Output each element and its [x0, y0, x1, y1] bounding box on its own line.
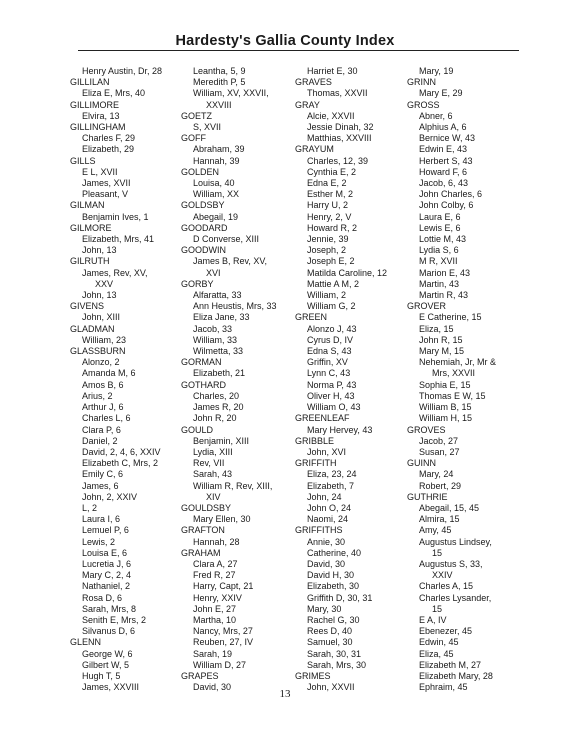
- index-entry: Oliver H, 43: [307, 390, 355, 401]
- index-entry: Louisa E, 6: [82, 547, 128, 558]
- index-entry: Charles, 20: [193, 390, 240, 401]
- index-entry: Henry Austin, Dr, 28: [82, 66, 163, 76]
- index-surname: GOULDSBY: [181, 502, 232, 513]
- index-entry: Elizabeth, 30: [307, 581, 360, 592]
- index-surname: GOODARD: [181, 222, 228, 233]
- index-surname: GROVES: [407, 424, 446, 435]
- index-entry: Thomas, XXVII: [307, 88, 368, 99]
- index-entry: John, 13: [82, 245, 117, 256]
- index-entry: Hannah, 39: [193, 155, 240, 166]
- index-entry: Herbert S, 43: [419, 155, 473, 166]
- index-surname: GILLIMORE: [70, 99, 120, 110]
- index-entry: Jacob, 33: [193, 323, 233, 334]
- index-entry: XIV: [206, 491, 221, 502]
- index-entry: Elizabeth, Mrs, 41: [82, 234, 155, 245]
- index-entry: Rees D, 40: [307, 626, 353, 637]
- index-entry: Marion E, 43: [419, 267, 471, 278]
- index-entry: Sarah, 43: [193, 469, 233, 480]
- index-entry: Arius, 2: [82, 390, 113, 401]
- index-entry: Matilda Caroline, 12: [307, 267, 388, 278]
- index-entry: Wilmetta, 33: [193, 346, 244, 357]
- index-entry: Elizabeth Mary, 28: [419, 670, 493, 681]
- index-entry: Alonzo J, 43: [307, 323, 357, 334]
- index-entry: Leantha, 5, 9: [193, 66, 246, 76]
- index-entry: John Charles, 6: [419, 189, 483, 200]
- page-title: Hardesty's Gallia County Index: [175, 33, 395, 49]
- index-entry: James, XVII: [82, 178, 131, 189]
- index-entry: David, 30: [307, 558, 346, 569]
- index-entry: Eliza, 23, 24: [307, 469, 357, 480]
- index-entry: M R, XVII: [419, 256, 458, 267]
- index-entry: D Converse, XIII: [193, 234, 260, 245]
- index-entry: Edna S, 43: [307, 346, 352, 357]
- index-entry: David, 30: [193, 682, 232, 693]
- index-entry: James B, Rev, XV,: [193, 256, 268, 267]
- title-underline: [78, 50, 519, 51]
- index-entry: Elvira, 13: [82, 110, 120, 121]
- index-entry: Elizabeth M, 27: [419, 659, 482, 670]
- index-entry: Benjamin Ives, 1: [82, 211, 149, 222]
- index-entry: Susan, 27: [419, 446, 460, 457]
- index-entry: Charles L, 6: [82, 413, 131, 424]
- index-entry: XVI: [206, 267, 221, 278]
- index-column-3: [295, 66, 387, 693]
- index-entry: Reuben, 27, IV: [193, 637, 254, 648]
- index-entry: Naomi, 24: [307, 514, 349, 525]
- index-entry: Martin, 43: [419, 278, 460, 289]
- index-entry: Ann Heustis, Mrs, 33: [193, 301, 277, 312]
- index-entry: S, XVII: [193, 122, 222, 133]
- index-entry: John, XIII: [82, 312, 121, 323]
- index-surname: GOODWIN: [181, 245, 226, 256]
- index-entry: Alcie, XXVII: [307, 110, 355, 121]
- index-entry: Lynn C, 43: [307, 368, 351, 379]
- index-entry: John, 2, XXIV: [82, 491, 138, 502]
- index-entry: Nehemiah, Jr, Mr &: [419, 357, 497, 368]
- index-entry: Edna E, 2: [307, 178, 347, 189]
- index-entry: Howard F, 6: [419, 166, 468, 177]
- index-entry: William, XV, XXVII,: [193, 88, 269, 99]
- index-surname: GRAFTON: [181, 525, 225, 536]
- index-entry: Samuel, 30: [307, 637, 353, 648]
- index-entry: Alfaratta, 33: [193, 290, 242, 301]
- index-entry: Thomas E W, 15: [419, 390, 486, 401]
- index-surname: GOFF: [181, 133, 206, 144]
- index-entry: Sarah, Mrs, 8: [82, 603, 137, 614]
- index-entry: Jennie, 39: [307, 234, 349, 245]
- index-surname: GILMAN: [70, 200, 105, 211]
- index-entry: John, XVI: [307, 446, 347, 457]
- index-entry: Lydia S, 6: [419, 245, 459, 256]
- index-entry: Mrs, XXVII: [432, 368, 476, 379]
- index-surname: GORBY: [181, 278, 214, 289]
- index-entry: George W, 6: [82, 648, 133, 659]
- index-entry: William, 2: [307, 290, 347, 301]
- index-entry: Eliza, 45: [419, 648, 454, 659]
- index-entry: William, 23: [82, 334, 127, 345]
- index-entry: Ebenezer, 45: [419, 626, 473, 637]
- index-surname: GLADMAN: [70, 323, 115, 334]
- index-entry: Silvanus D, 6: [82, 626, 136, 637]
- index-entry: John, XXVII: [307, 682, 355, 693]
- index-entry: Catherine, 40: [307, 547, 362, 558]
- index-entry: Norma P, 43: [307, 379, 357, 390]
- index-entry: James R, 20: [193, 402, 244, 413]
- index-surname: GIVENS: [70, 301, 105, 312]
- index-entry: Joseph E, 2: [307, 256, 355, 267]
- index-column-2: [181, 66, 277, 693]
- index-entry: Lottie M, 43: [419, 234, 467, 245]
- index-entry: Arthur J, 6: [82, 402, 124, 413]
- index-entry: William, XX: [193, 189, 240, 200]
- index-entry: Nancy, Mrs, 27: [193, 626, 253, 637]
- index-entry: Mary Ellen, 30: [193, 514, 251, 525]
- index-entry: Cynthia E, 2: [307, 166, 357, 177]
- index-entry: William D, 27: [193, 659, 247, 670]
- index-entry: L, 2: [82, 502, 98, 513]
- page-number: 13: [279, 688, 291, 700]
- index-entry: Fred R, 27: [193, 570, 236, 581]
- index-surname: GILLS: [70, 155, 96, 166]
- index-entry: Elizabeth, 7: [307, 480, 355, 491]
- index-entry: Lucretia J, 6: [82, 558, 132, 569]
- index-surname: GILLILAN: [70, 77, 110, 88]
- index-entry: Mary, 24: [419, 469, 454, 480]
- index-entry: Amanda M, 6: [82, 368, 136, 379]
- index-entry: Hannah, 28: [193, 536, 240, 547]
- index-entry: Mary, 30: [307, 603, 342, 614]
- index-entry: Laura E, 6: [419, 211, 461, 222]
- index-entry: William B, 15: [419, 402, 472, 413]
- index-entry: Elizabeth C, Mrs, 2: [82, 458, 159, 469]
- index-surname: GRINN: [407, 77, 436, 88]
- index-surname: GUTHRIE: [407, 491, 448, 502]
- index-entry: Louisa, 40: [193, 178, 235, 189]
- index-entry: Henry, XXIV: [193, 592, 242, 603]
- index-entry: David, 2, 4, 6, XXIV: [82, 446, 161, 457]
- index-entry: Abner, 6: [419, 110, 453, 121]
- index-entry: Emily C, 6: [82, 469, 124, 480]
- index-entry: Edwin E, 43: [419, 144, 468, 155]
- index-entry: Clara A, 27: [193, 558, 238, 569]
- index-entry: Lewis E, 6: [419, 222, 461, 233]
- index-entry: Martha, 10: [193, 614, 237, 625]
- index-entry: Griffin, XV: [307, 357, 348, 368]
- index-entry: E Catherine, 15: [419, 312, 482, 323]
- index-entry: Robert, 29: [419, 480, 462, 491]
- index-entry: William O, 43: [307, 402, 361, 413]
- index-entry: Harry, Capt, 21: [193, 581, 254, 592]
- index-entry: XXV: [95, 278, 114, 289]
- index-entry: John, 24: [307, 491, 342, 502]
- index-entry: William, 33: [193, 334, 238, 345]
- index-entry: Mary, 19: [419, 66, 454, 76]
- index-entry: Jessie Dinah, 32: [307, 122, 374, 133]
- index-entry: Rev, VII: [193, 458, 225, 469]
- index-entry: Jacob, 6, 43: [419, 178, 469, 189]
- index-surname: GROVER: [407, 301, 447, 312]
- index-entry: XXIV: [432, 570, 453, 581]
- index-entry: David H, 30: [307, 570, 355, 581]
- index-entry: Elizabeth, 21: [193, 368, 246, 379]
- index-entry: Eliza Jane, 33: [193, 312, 250, 323]
- index-entry: Griffith D, 30, 31: [307, 592, 373, 603]
- index-entry: Sarah, 30, 31: [307, 648, 362, 659]
- index-entry: Edwin, 45: [419, 637, 459, 648]
- index-entry: 15: [432, 547, 443, 558]
- index-entry: Lemuel P, 6: [82, 525, 129, 536]
- index-entry: Almira, 15: [419, 514, 460, 525]
- index-entry: Alphius A, 6: [419, 122, 467, 133]
- index-surname: GILLINGHAM: [70, 122, 126, 133]
- index-entry: Mary E, 29: [419, 88, 463, 99]
- index-entry: Augustus S, 33,: [419, 558, 483, 569]
- index-entry: Nathaniel, 2: [82, 581, 131, 592]
- index-entry: Daniel, 2: [82, 435, 118, 446]
- index-entry: Hugh T, 5: [82, 670, 121, 681]
- index-column-4: [407, 66, 496, 693]
- index-surname: GRIFFITH: [295, 458, 337, 469]
- index-entry: Eliza E, Mrs, 40: [82, 88, 146, 99]
- index-entry: Augustus Lindsey,: [419, 536, 492, 547]
- index-entry: William H, 15: [419, 413, 473, 424]
- index-entry: William G, 2: [307, 301, 356, 312]
- index-entry: John Colby, 6: [419, 200, 474, 211]
- index-entry: 15: [432, 603, 443, 614]
- index-entry: Benjamin, XIII: [193, 435, 250, 446]
- index-entry: Ephraim, 45: [419, 682, 468, 693]
- index-entry: Abegail, 15, 45: [419, 502, 480, 513]
- index-entry: Henry, 2, V: [307, 211, 352, 222]
- index-entry: E A, IV: [419, 614, 447, 625]
- index-surname: GRAYUM: [295, 144, 334, 155]
- index-entry: Charles Lysander,: [419, 592, 492, 603]
- index-entry: Cyrus D, IV: [307, 334, 354, 345]
- index-entry: Rosa D, 6: [82, 592, 123, 603]
- index-surname: GRAPES: [181, 670, 219, 681]
- index-entry: Lydia, XIII: [193, 446, 233, 457]
- index-entry: Jacob, 27: [419, 435, 459, 446]
- index-surname: GRAHAM: [181, 547, 221, 558]
- index-column-1: [70, 66, 162, 693]
- index-surname: GLASSBURN: [70, 346, 126, 357]
- index-entry: Abraham, 39: [193, 144, 245, 155]
- index-entry: Charles A, 15: [419, 581, 474, 592]
- index-entry: Mary C, 2, 4: [82, 570, 132, 581]
- index-surname: GILMORE: [70, 222, 112, 233]
- index-entry: Laura I, 6: [82, 514, 121, 525]
- index-entry: John R, 15: [419, 334, 463, 345]
- index-entry: Rachel G, 30: [307, 614, 360, 625]
- index-surname: GORMAN: [181, 357, 222, 368]
- index-entry: Abegail, 19: [193, 211, 239, 222]
- index-entry: Gilbert W, 5: [82, 659, 130, 670]
- index-surname: GOETZ: [181, 110, 212, 121]
- index-entry: Sarah, 19: [193, 648, 233, 659]
- index-entry: James, Rev, XV,: [82, 267, 148, 278]
- index-entry: William R, Rev, XIII,: [193, 480, 273, 491]
- index-entry: Pleasant, V: [82, 189, 129, 200]
- index-entry: John R, 20: [193, 413, 237, 424]
- index-entry: Elizabeth, 29: [82, 144, 135, 155]
- index-entry: Alonzo, 2: [82, 357, 120, 368]
- index-surname: GREENLEAF: [295, 413, 350, 424]
- index-entry: Mattie A M, 2: [307, 278, 360, 289]
- index-surname: GRIMES: [295, 670, 331, 681]
- index-entry: Matthias, XXVIII: [307, 133, 372, 144]
- index-surname: GRAY: [295, 99, 320, 110]
- index-entry: Eliza, 15: [419, 323, 454, 334]
- index-entry: Lewis, 2: [82, 536, 116, 547]
- index-entry: Harry U, 2: [307, 200, 349, 211]
- index-entry: John E, 27: [193, 603, 237, 614]
- index-entry: Clara P, 6: [82, 424, 121, 435]
- index-entry: Amos B, 6: [82, 379, 124, 390]
- index-entry: James, XXVIII: [82, 682, 140, 693]
- index-entry: Bernice W, 43: [419, 133, 476, 144]
- index-entry: Sophia E, 15: [419, 379, 471, 390]
- index-surname: GRIBBLE: [295, 435, 335, 446]
- index-entry: Mary M, 15: [419, 346, 465, 357]
- index-surname: GOULD: [181, 424, 214, 435]
- index-entry: Senith E, Mrs, 2: [82, 614, 147, 625]
- index-surname: GOLDSBY: [181, 200, 225, 211]
- index-surname: GRAVES: [295, 77, 332, 88]
- index-entry: John, 13: [82, 290, 117, 301]
- index-entry: E L, XVII: [82, 166, 118, 177]
- index-entry: Howard R, 2: [307, 222, 358, 233]
- index-entry: Annie, 30: [307, 536, 346, 547]
- index-entry: Amy, 45: [419, 525, 452, 536]
- index-entry: John O, 24: [307, 502, 352, 513]
- index-entry: James, 6: [82, 480, 119, 491]
- index-surname: GOLDEN: [181, 166, 220, 177]
- index-entry: Harriet E, 30: [307, 66, 358, 76]
- index-entry: Esther M, 2: [307, 189, 354, 200]
- index-entry: XXVIII: [206, 99, 232, 110]
- index-entry: Martin R, 43: [419, 290, 469, 301]
- index-entry: Meredith P, 5: [193, 77, 246, 88]
- index-entry: Sarah, Mrs, 30: [307, 659, 367, 670]
- index-surname: GREEN: [295, 312, 328, 323]
- index-surname: GROSS: [407, 99, 440, 110]
- index-surname: GUINN: [407, 458, 436, 469]
- index-surname: GRIFFITHS: [295, 525, 343, 536]
- index-entry: Joseph, 2: [307, 245, 347, 256]
- index-entry: Charles F, 29: [82, 133, 136, 144]
- index-surname: GILRUTH: [70, 256, 110, 267]
- index-surname: GOTHARD: [181, 379, 226, 390]
- index-entry: Mary Hervey, 43: [307, 424, 373, 435]
- index-entry: Charles, 12, 39: [307, 155, 369, 166]
- index-surname: GLENN: [70, 637, 102, 648]
